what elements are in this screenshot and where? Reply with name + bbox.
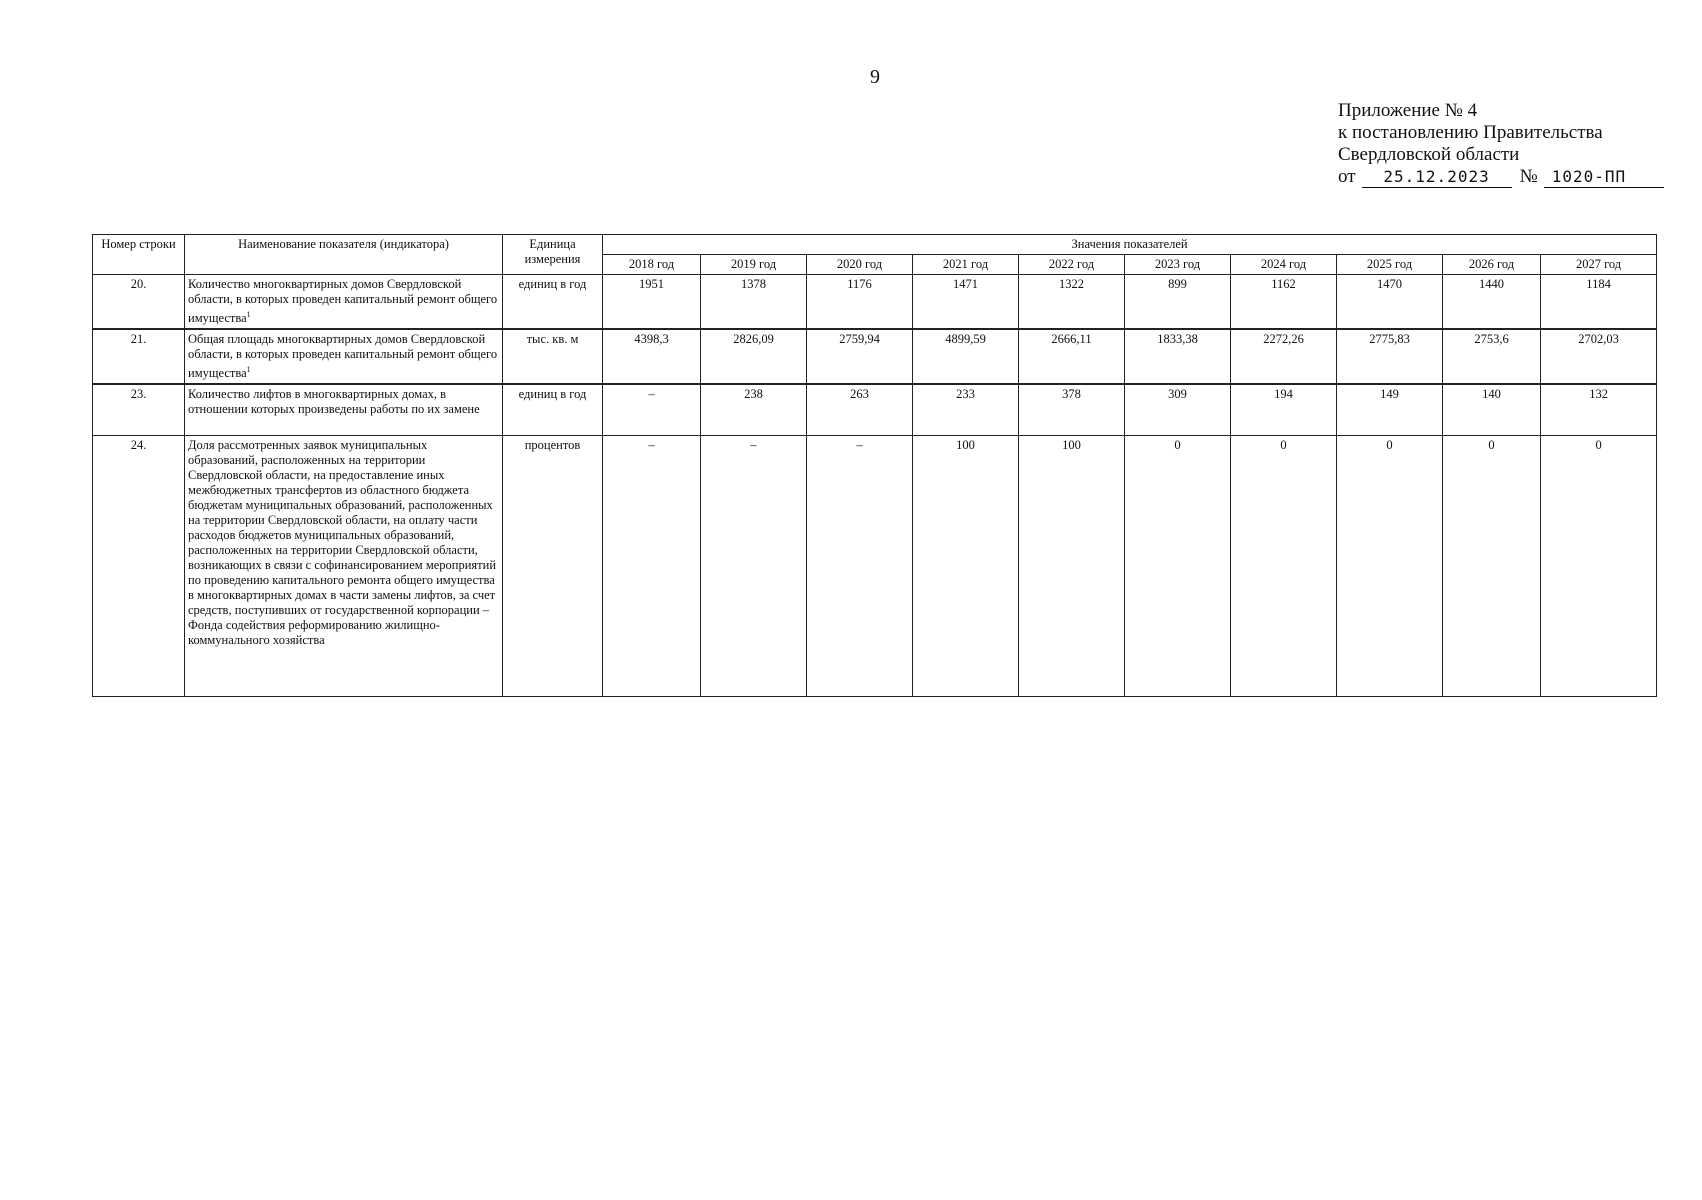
- row-number: 24.: [93, 436, 185, 697]
- value-cell: 899: [1125, 275, 1231, 330]
- header-row-1: [93, 235, 1657, 255]
- appendix-resolution-line: к постановлению Правительства: [1338, 122, 1603, 143]
- value-cell: 0: [1541, 436, 1657, 697]
- unit: процентов: [503, 436, 603, 697]
- value-cell: 140: [1443, 384, 1541, 436]
- value-cell: 1162: [1231, 275, 1337, 330]
- indicator-name: Количество многоквартирных домов Свердловской области, в которых проведен капитальный ремонт общего имущества$^1$: [185, 275, 503, 330]
- row-number: 23.: [93, 384, 185, 436]
- header-year: 2025 год: [1337, 255, 1443, 275]
- header-values-group: Значения показателей: [603, 235, 1657, 255]
- value-cell: 100: [1019, 436, 1125, 697]
- footnote-mark: 1: [246, 365, 251, 375]
- value-cell: 263: [807, 384, 913, 436]
- value-cell: 4398,3: [603, 329, 701, 384]
- value-cell: 1440: [1443, 275, 1541, 330]
- unit: тыс. кв. м: [503, 329, 603, 384]
- page-number: 9: [870, 66, 880, 88]
- header-year: 2018 год: [603, 255, 701, 275]
- value-cell: –: [603, 436, 701, 697]
- header-year: 2022 год: [1019, 255, 1125, 275]
- value-cell: 378: [1019, 384, 1125, 436]
- table-row: [93, 275, 1657, 330]
- value-cell: 132: [1541, 384, 1657, 436]
- value-cell: 1378: [701, 275, 807, 330]
- value-cell: 2759,94: [807, 329, 913, 384]
- value-cell: 238: [701, 384, 807, 436]
- value-cell: 1184: [1541, 275, 1657, 330]
- appendix-title: Приложение № 4: [1338, 100, 1478, 121]
- unit: единиц в год: [503, 275, 603, 330]
- table-row: [93, 436, 1657, 697]
- value-cell: 0: [1125, 436, 1231, 697]
- indicator-name: Доля рассмотренных заявок муниципальных образований, расположенных на территории Свердловской области, на предоставление иных межбюджетных трансфертов из областного бюджета бюджетам муниципальных образований, расположенных на территории Свердловской области, на оплату части расходов бюджетов муниципальных образований, расположенных на территории Свердловской области, возникающих в связи с софинансированием мероприятий по проведению капитального ремонта общего имущества в многоквартирных домах в части замены лифтов, за счет средств, поступивших от государственной корпорации – Фонда содействия реформированию жилищно-коммунального хозяйства: [185, 436, 503, 697]
- value-cell: 100: [913, 436, 1019, 697]
- value-cell: 2753,6: [1443, 329, 1541, 384]
- header-year: 2021 год: [913, 255, 1019, 275]
- value-cell: 2272,26: [1231, 329, 1337, 384]
- header-year: 2023 год: [1125, 255, 1231, 275]
- value-cell: 2702,03: [1541, 329, 1657, 384]
- row-number: 20.: [93, 275, 185, 330]
- resolution-number: 1020-ПП: [1544, 167, 1664, 188]
- value-cell: 0: [1231, 436, 1337, 697]
- value-cell: 4899,59: [913, 329, 1019, 384]
- appendix-region-line: Свердловской области: [1338, 144, 1520, 165]
- value-cell: 0: [1443, 436, 1541, 697]
- value-cell: 233: [913, 384, 1019, 436]
- value-cell: –: [701, 436, 807, 697]
- table-row: [93, 329, 1657, 384]
- indicator-name: Общая площадь многоквартирных домов Свердловской области, в которых проведен капитальный ремонт общего имущества$^1$: [185, 329, 503, 384]
- value-cell: 149: [1337, 384, 1443, 436]
- indicator-name: Количество лифтов в многоквартирных домах, в отношении которых произведены работы по их замене: [185, 384, 503, 436]
- value-cell: 1471: [913, 275, 1019, 330]
- resolution-date: 25.12.2023: [1362, 167, 1512, 188]
- value-cell: 309: [1125, 384, 1231, 436]
- value-cell: 0: [1337, 436, 1443, 697]
- value-cell: –: [603, 384, 701, 436]
- header-year: 2019 год: [701, 255, 807, 275]
- header-unit: Единица измерения: [503, 235, 603, 275]
- footnote-mark: 1: [246, 310, 251, 319]
- date-prefix: от: [1338, 166, 1356, 187]
- value-cell: –: [807, 436, 913, 697]
- value-cell: 1951: [603, 275, 701, 330]
- header-year: 2024 год: [1231, 255, 1337, 275]
- row-number: 21.: [93, 329, 185, 384]
- header-year: 2020 год: [807, 255, 913, 275]
- table-row: [93, 384, 1657, 436]
- header-row-number: Номер строки: [93, 235, 185, 275]
- value-cell: 1833,38: [1125, 329, 1231, 384]
- value-cell: 1322: [1019, 275, 1125, 330]
- appendix-signature-line: [1338, 166, 1664, 188]
- value-cell: 194: [1231, 384, 1337, 436]
- value-cell: 2826,09: [701, 329, 807, 384]
- number-label: №: [1519, 166, 1538, 187]
- appendix-header: [1338, 100, 1664, 188]
- header-year: 2027 год: [1541, 255, 1657, 275]
- value-cell: 2775,83: [1337, 329, 1443, 384]
- unit: единиц в год: [503, 384, 603, 436]
- value-cell: 2666,11: [1019, 329, 1125, 384]
- header-year: 2026 год: [1443, 255, 1541, 275]
- value-cell: 1176: [807, 275, 913, 330]
- value-cell: 1470: [1337, 275, 1443, 330]
- header-indicator-name: Наименование показателя (индикатора): [185, 235, 503, 275]
- indicators-table: [92, 234, 1657, 697]
